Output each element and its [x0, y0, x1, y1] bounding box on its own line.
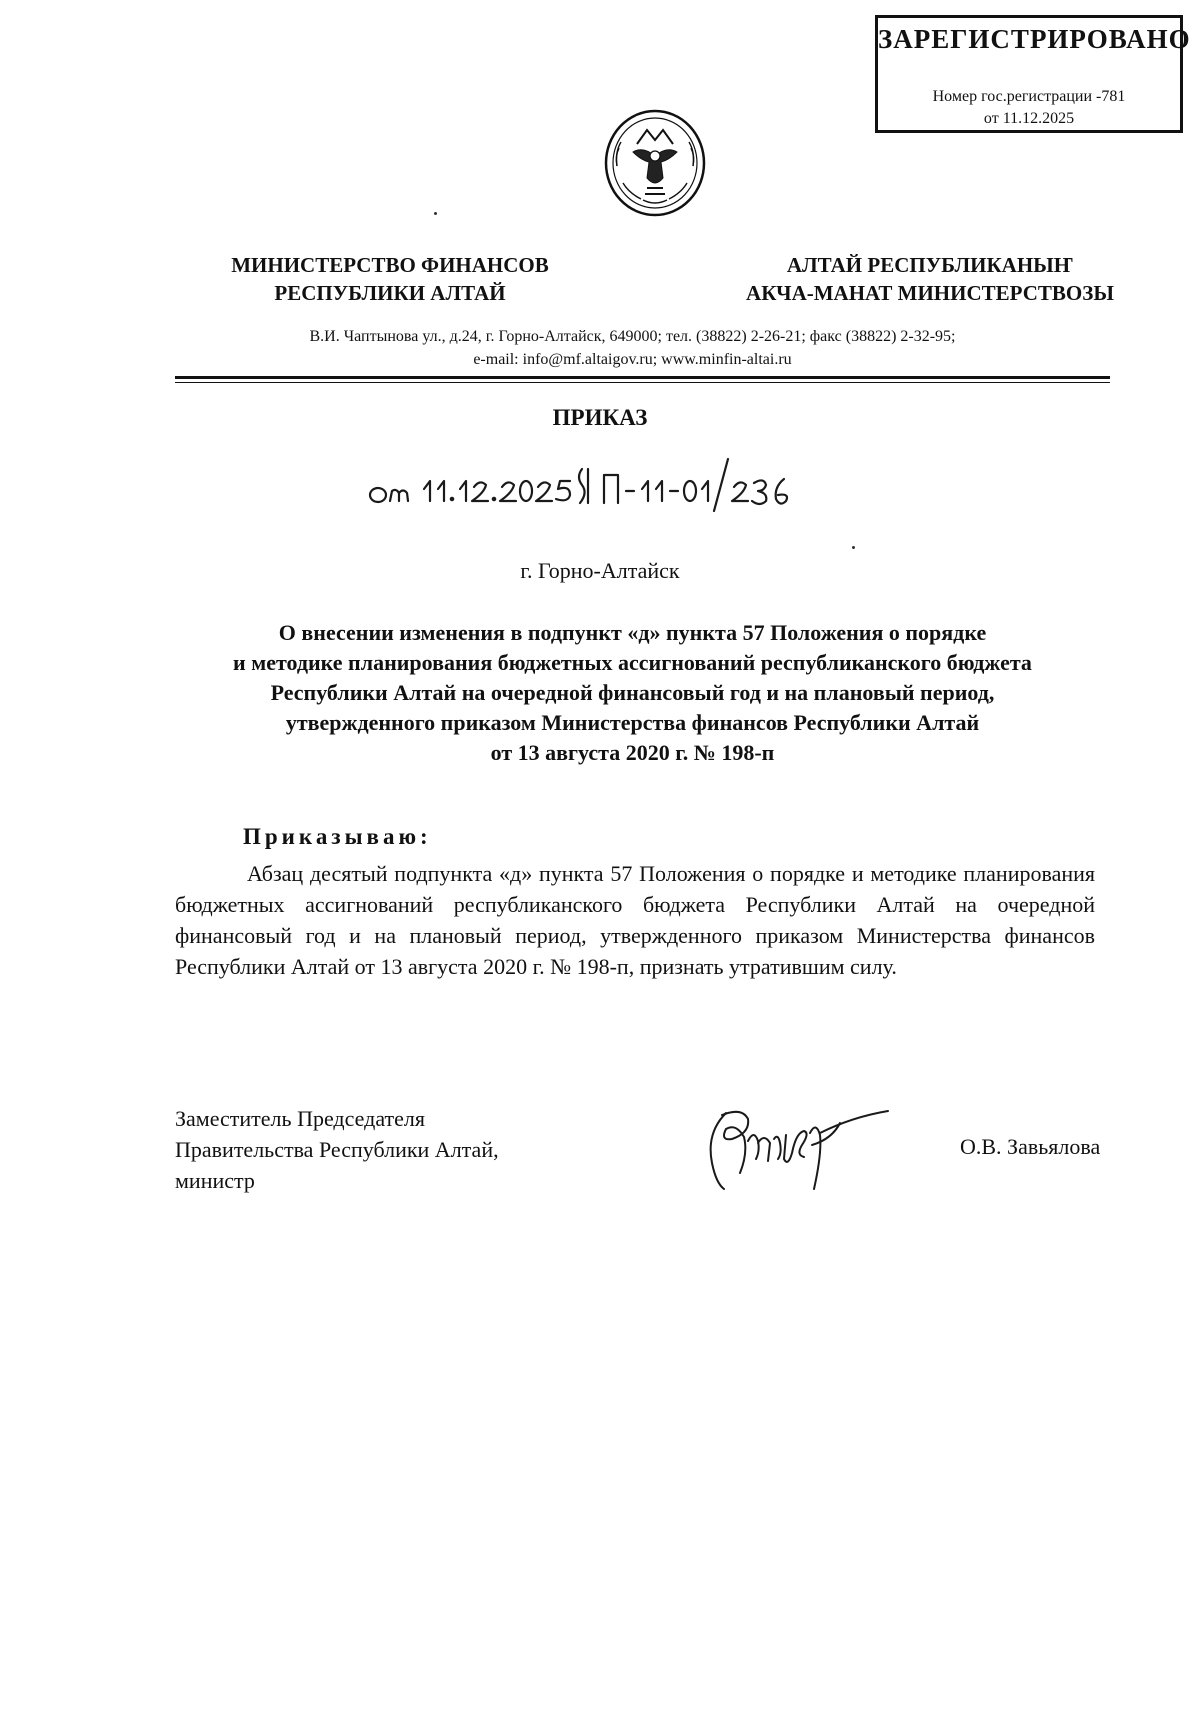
address-line1: В.И. Чаптынова ул., д.24, г. Горно-Алтайск, 649000; тел. (38822) 2-26-21; факс (38822) 2-32-95; [309, 328, 956, 345]
order-label: Приказываю: [243, 824, 432, 849]
document-city: г. Горно-Алтайск [520, 558, 680, 583]
ministry-name-ru-line2: РЕСПУБЛИКИ АЛТАЙ [274, 281, 506, 305]
stamp-title: ЗАРЕГИСТРИРОВАНО [878, 24, 1191, 54]
ministry-name-altai [720, 251, 1140, 307]
ministry-name-alt-line2: АКЧА-МАНАТ МИНИСТЕРСТВОЗЫ [746, 281, 1114, 305]
stamp-reg-number: Номер гос.регистрации -781 [932, 88, 1126, 105]
subject-line: О внесении изменения в подпункт «д» пункта 57 Положения о порядке [278, 620, 987, 645]
ministry-address [170, 325, 1095, 371]
header-divider-thick [175, 376, 1110, 379]
coat-of-arms-emblem [603, 108, 707, 218]
signatory-position-line1: Заместитель Председателя [175, 1106, 425, 1131]
order-body-text: Абзац десятый подпункта «д» пункта 57 Положения о порядке и методике планирования бюджетных ассигнований республиканского бюджета Республики Алтай на очередной финансовый год и на плановый период, утвержденного приказом Министерства финансов Республики Алтай от 13 августа 2020 г. № 198-п, признать утратившим силу. [175, 861, 1095, 979]
registration-stamp [875, 15, 1191, 133]
document-type: ПРИКАЗ [552, 405, 648, 430]
subject-line: и методике планирования бюджетных ассигнований республиканского бюджета [233, 650, 1032, 675]
subject-line: Республики Алтай на очередной финансовый год и на плановый период, [270, 680, 995, 705]
speck-mark [852, 546, 855, 549]
subject-line: утвержденного приказом Министерства финансов Республики Алтай [285, 710, 980, 735]
signatory-position-line3: министр [175, 1168, 255, 1193]
handwritten-signature [692, 1093, 892, 1198]
handwritten-date-number [366, 455, 816, 515]
ministry-name-russian [200, 251, 580, 307]
ministry-name-alt-line1: АЛТАЙ РЕСПУБЛИКАНЫҤ [786, 253, 1074, 277]
signatory-name: О.В. Завьялова [960, 1134, 1101, 1159]
stamp-reg-date: от 11.12.2025 [983, 110, 1075, 127]
document-subject [170, 618, 1095, 768]
signatory-position-line2: Правительства Республики Алтай, [175, 1137, 499, 1162]
speck-mark [434, 212, 437, 215]
address-line2: e-mail: info@mf.altaigov.ru; www.minfin-altai.ru [473, 351, 792, 368]
signatory-position [175, 1103, 499, 1196]
subject-line: от 13 августа 2020 г. № 198-п [490, 740, 775, 765]
header-divider-thin [175, 382, 1110, 383]
ministry-name-ru-line1: МИНИСТЕРСТВО ФИНАНСОВ [231, 253, 549, 277]
